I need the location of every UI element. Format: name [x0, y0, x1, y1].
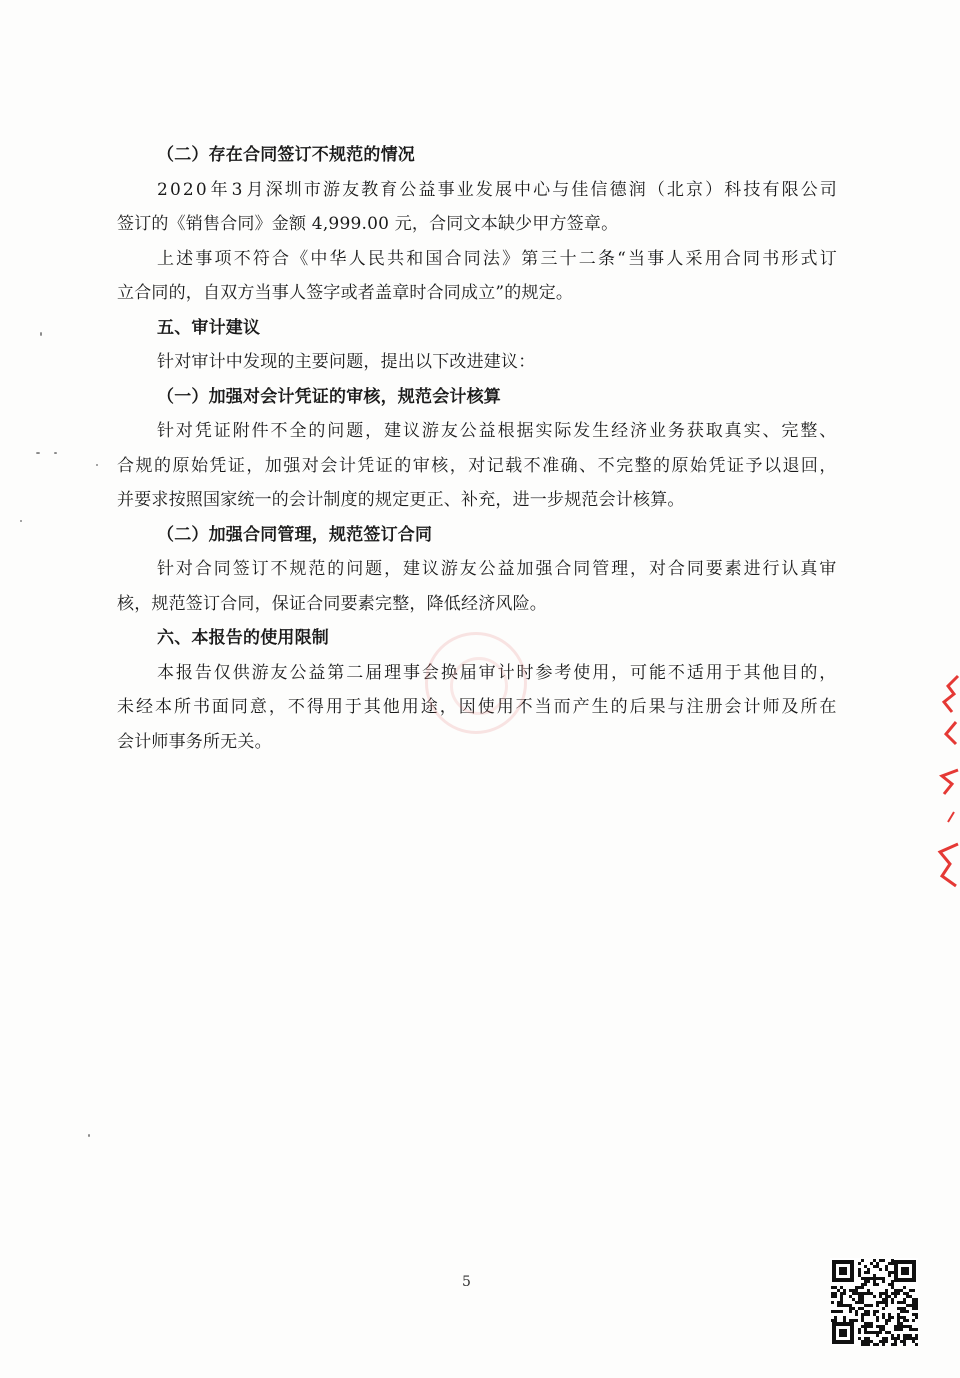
scan-speck	[36, 452, 40, 454]
scan-speck	[54, 452, 57, 454]
text-line: 会计师事务所无关。	[117, 731, 272, 752]
page-number: 5	[462, 1274, 471, 1290]
qr-code-icon	[830, 1258, 918, 1346]
text-line: 针 对 凭 证 附 件 不 全 的 问 题 ， 建 议 游 友 公 益 根 据 实 际 发 生 经 济 业 务 获 取 真 实 、 完 整 、	[157, 421, 837, 441]
text-line: 未 经 本 所 书 面 同 意 ， 不 得 用 于 其 他 用 途 ， 因 使 用 不 当 而 产 生 的 后 果 与 注 册 会 计 师 及 所 在	[117, 697, 837, 717]
text-line: 核，规范签订合同，保证合同要素完整，降低经济风险。	[117, 593, 547, 614]
text-line: 2 0 2 0 年 3 月 深 圳 市 游 友 教 育 公 益 事 业 发 展 中 心 与 佳 信 德 润 （ 北 京 ） 科 技 有 限 公 司	[157, 179, 837, 200]
scan-speck	[88, 1134, 90, 1137]
faint-seal-inner	[450, 657, 508, 715]
text-line: （一）加强对会计凭证的审核，规范会计核算	[157, 386, 501, 407]
text-line: （二）加强合同管理，规范签订合同	[157, 524, 433, 545]
text-line: 立合同的，自双方当事人签字或者盖章时合同成立”的规定。	[117, 283, 574, 303]
edge-seal-stamp	[928, 672, 960, 892]
text-line: （二）存在合同签订不规范的情况	[157, 145, 415, 165]
text-line: 签订的《销售合同》金额 4,999.00 元，合同文本缺少甲方签章。	[117, 214, 619, 234]
text-line: 并要求按照国家统一的会计制度的规定更正、补充，进一步规范会计核算。	[117, 490, 685, 510]
text-line: 针对审计中发现的主要问题，提出以下改进建议：	[157, 352, 536, 372]
faint-seal-stamp	[425, 632, 527, 734]
text-line: 六、本报告的使用限制	[157, 628, 329, 648]
text-line: 本 报 告 仅 供 游 友 公 益 第 二 届 理 事 会 换 届 审 计 时 参 考 使 用 ， 可 能 不 适 用 于 其 他 目 的 ，	[157, 662, 837, 683]
text-line: 合 规 的 原 始 凭 证 ， 加 强 对 会 计 凭 证 的 审 核 ， 对 记 载 不 准 确 、 不 完 整 的 原 始 凭 证 予 以 退 回 ，	[117, 455, 837, 476]
text-line: 五、审计建议	[157, 317, 261, 338]
scan-speck	[96, 464, 98, 466]
text-line: 上 述 事 项 不 符 合 《 中 华 人 民 共 和 国 合 同 法 》 第 三 十 二 条 “ 当 事 人 采 用 合 同 书 形 式 订	[157, 248, 837, 269]
scan-speck	[40, 332, 42, 336]
scan-speck	[20, 520, 22, 522]
text-line: 针 对 合 同 签 订 不 规 范 的 问 题 ， 建 议 游 友 公 益 加 强 合 同 管 理 ， 对 合 同 要 素 进 行 认 真 审	[157, 559, 837, 579]
